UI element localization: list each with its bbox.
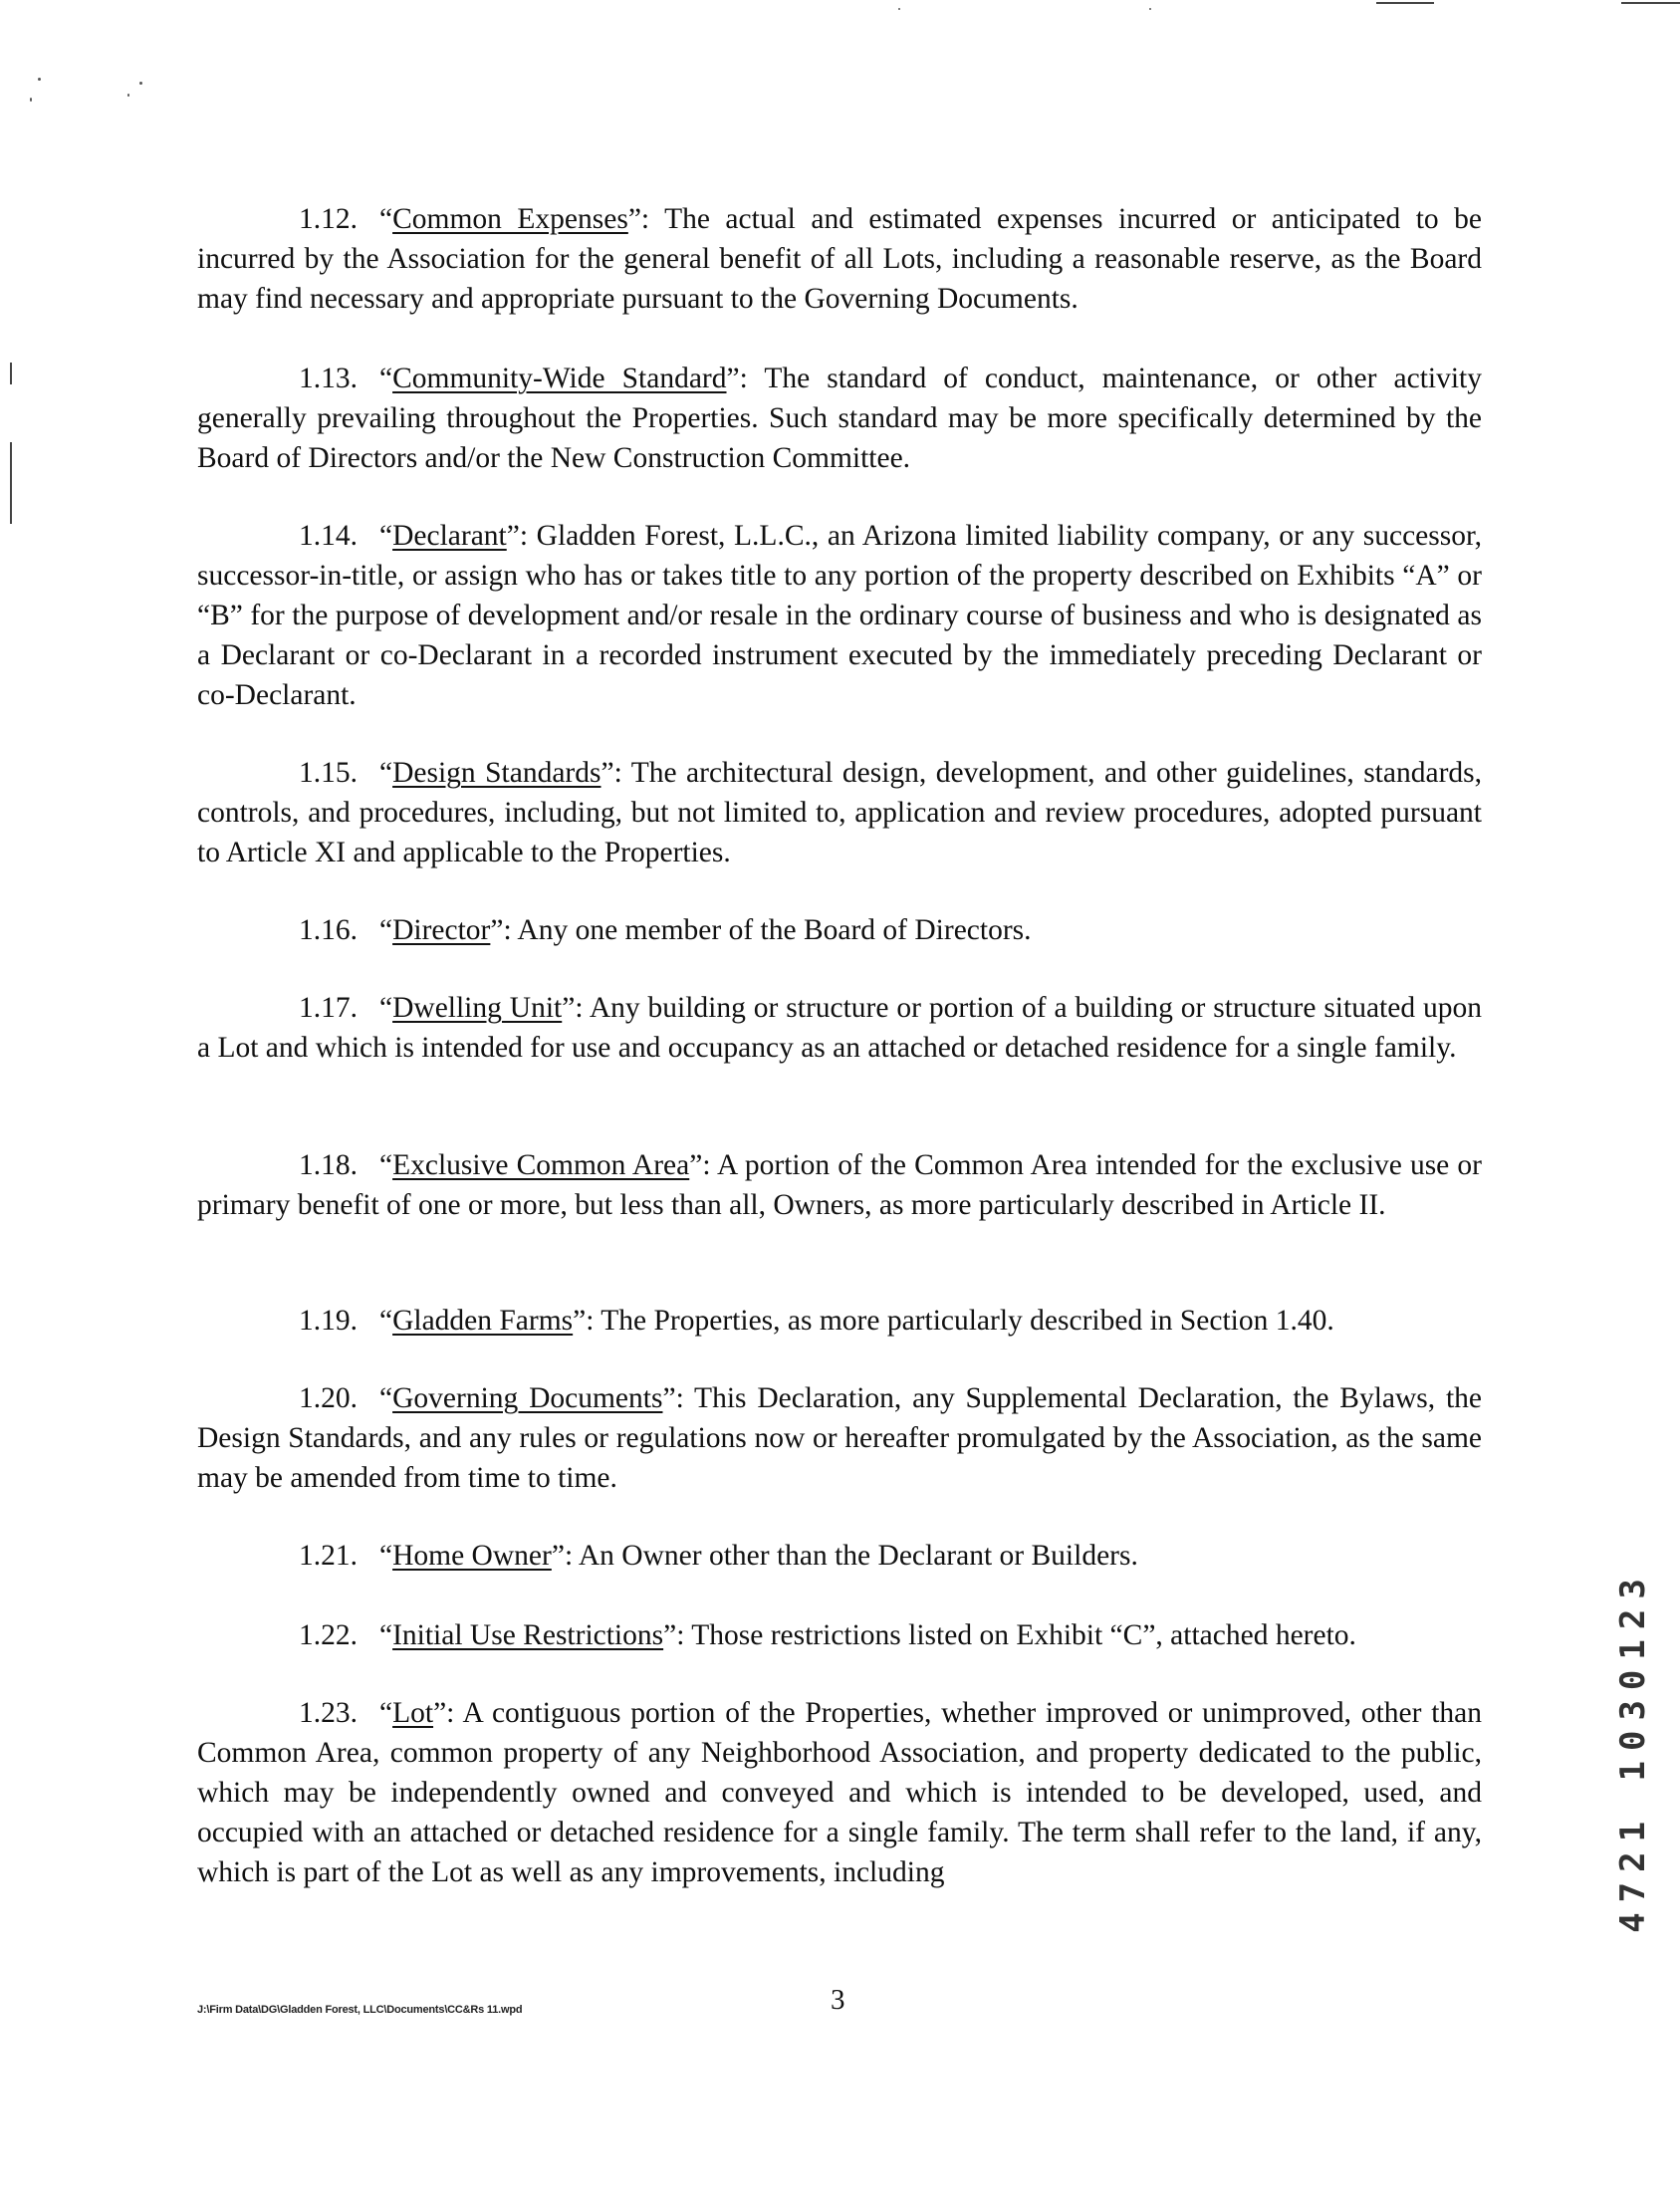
definition-1-21: 1.21. “Home Owner”: An Owner other than the Declarant or Builders.	[299, 1540, 1138, 1572]
section-number: 1.12.	[299, 203, 358, 235]
defined-term: Common Expenses	[392, 203, 628, 235]
revision-bar	[10, 442, 12, 524]
definition-1-23: 1.23. “Lot”: A contiguous portion of the Properties, whether improved or unimproved, other than Common Area, common property of any Neighborhood Association, and property dedicated to the public, which may be independently owned and conveyed and which is intended to be developed, used, and occupied with an attached or detached residence for a single family. The term shall refer to the land, if any, which is part of the Lot as well as any improvements, including	[197, 1697, 1482, 1888]
definition-text: : Any building or structure or portion of a building or structure situated upon a Lot and which is intended for use and occupancy as an attached or detached residence for a single family.	[197, 992, 1482, 1064]
definition-text: : Gladden Forest, L.L.C., an Arizona limited liability company, or any successor, successor-in-title, or assign who has or takes title to any portion of the property described on Exhibits “A” or “B” for the purpose of development and/or resale in the ordinary course of business and who is designated as a Declarant or co-Declarant in a recorded instrument executed by the immediately preceding Declarant or co-Declarant.	[197, 520, 1482, 711]
definition-text: : A portion of the Common Area intended for the exclusive use or primary benefit of one or more, but less than all, Owners, as more particularly described in Article II.	[197, 1149, 1482, 1221]
definition-text: : The Properties, as more particularly described in Section 1.40.	[586, 1305, 1334, 1337]
definition-1-15: 1.15. “Design Standards”: The architectural design, development, and other guidelines, standards, controls, and procedures, including, but not limited to, application and review procedures, adopted pursuant to Article XI and applicable to the Properties.	[197, 757, 1482, 868]
recording-stamp	[1611, 1569, 1655, 1933]
scan-mark-top	[1376, 2, 1434, 4]
scan-speck	[1149, 8, 1151, 10]
section-number: 1.20.	[299, 1382, 358, 1414]
defined-term: Director	[392, 914, 491, 946]
defined-term: Community-Wide Standard	[392, 363, 727, 394]
scan-speck	[898, 8, 900, 10]
definition-text: : A contiguous portion of the Properties, whether improved or unimproved, other than Common Area, common property of any Neighborhood Association, and property dedicated to the public, which may be independently owned and conveyed and which is intended to be developed, used, and occupied with an attached or detached residence for a single family. The term shall refer to the land, if any, which is part of the Lot as well as any improvements, including	[197, 1697, 1482, 1888]
definition-1-16: 1.16. “Director”: Any one member of the Board of Directors.	[299, 914, 1032, 946]
recording-number: 4721 1030123	[1613, 1569, 1654, 1933]
definition-1-12: 1.12. “Common Expenses”: The actual and estimated expenses incurred or anticipated to be incurred by the Association for the general benefit of all Lots, including a reasonable reserve, as the Board may find necessary and appropriate pursuant to the Governing Documents.	[197, 203, 1482, 315]
defined-term: Dwelling Unit	[392, 992, 563, 1024]
section-number: 1.19.	[299, 1305, 358, 1337]
scan-mark-top-right	[1621, 2, 1680, 4]
defined-term: Lot	[392, 1697, 434, 1729]
definition-1-13: 1.13. “Community-Wide Standard”: The standard of conduct, maintenance, or other activity generally prevailing throughout the Properties. Such standard may be more specifically determined by the Board of Directors and/or the New Construction Committee.	[197, 363, 1482, 474]
scan-speck	[127, 94, 129, 97]
defined-term: Design Standards	[392, 757, 601, 789]
defined-term: Exclusive Common Area	[392, 1149, 690, 1181]
defined-term: Declarant	[392, 520, 507, 552]
section-number: 1.21.	[299, 1540, 358, 1572]
definition-1-19: 1.19. “Gladden Farms”: The Properties, as more particularly described in Section 1.40.	[299, 1305, 1334, 1337]
defined-term: Initial Use Restrictions	[392, 1619, 664, 1651]
scan-speck	[38, 78, 41, 81]
scan-speck	[30, 98, 32, 102]
definition-1-18: 1.18. “Exclusive Common Area”: A portion of the Common Area intended for the exclusive use or primary benefit of one or more, but less than all, Owners, as more particularly described in Article II.	[197, 1149, 1482, 1221]
definition-text: : This Declaration, any Supplemental Declaration, the Bylaws, the Design Standards, and any rules or regulations now or hereafter promulgated by the Association, as the same may be amended from time to time.	[197, 1382, 1483, 1494]
section-number: 1.13.	[299, 363, 358, 394]
definition-text: : The standard of conduct, maintenance, or other activity generally prevailing throughout the Properties. Such standard may be more specifically determined by the Board of Directors and/or the New Construction Committee.	[197, 363, 1482, 474]
defined-term: Home Owner	[392, 1540, 552, 1572]
definition-text: : An Owner other than the Declarant or Builders.	[564, 1540, 1138, 1572]
footer-file-path: J:\Firm Data\DG\Gladden Forest, LLC\Documents\CC&Rs 11.wpd	[197, 2004, 523, 2016]
definition-1-20: 1.20. “Governing Documents”: This Declaration, any Supplemental Declaration, the Bylaws, the Design Standards, and any rules or regulations now or hereafter promulgated by the Association, as the same may be amended from time to time.	[197, 1382, 1483, 1494]
section-number: 1.14.	[299, 520, 358, 552]
definition-text: : The architectural design, development, and other guidelines, standards, controls, and procedures, including, but not limited to, application and review procedures, adopted pursuant to Article XI and applicable to the Properties.	[197, 757, 1482, 868]
section-number: 1.17.	[299, 992, 358, 1024]
defined-term: Gladden Farms	[392, 1305, 574, 1337]
section-number: 1.16.	[299, 914, 358, 946]
section-number: 1.18.	[299, 1149, 358, 1181]
definition-1-14: 1.14. “Declarant”: Gladden Forest, L.L.C., an Arizona limited liability company, or any successor, successor-in-title, or assign who has or takes title to any portion of the property described on Exhibits “A” or “B” for the purpose of development and/or resale in the ordinary course of business and who is designated as a Declarant or co-Declarant in a recorded instrument executed by the immediately preceding Declarant or co-Declarant.	[197, 520, 1482, 711]
definition-1-22: 1.22. “Initial Use Restrictions”: Those restrictions listed on Exhibit “C”, attached hereto.	[299, 1619, 1356, 1651]
page-number: 3	[831, 1984, 845, 2016]
section-number: 1.22.	[299, 1619, 358, 1651]
scan-speck	[139, 82, 142, 85]
section-number: 1.15.	[299, 757, 358, 789]
revision-bar	[10, 363, 12, 384]
definition-text: : Those restrictions listed on Exhibit “C”, attached hereto.	[676, 1619, 1356, 1651]
definition-text: : Any one member of the Board of Directors.	[503, 914, 1032, 946]
defined-term: Governing Documents	[392, 1382, 663, 1414]
definition-text: : The actual and estimated expenses incurred or anticipated to be incurred by the Association for the general benefit of all Lots, including a reasonable reserve, as the Board may find necessary and appropriate pursuant to the Governing Documents.	[197, 203, 1482, 315]
section-number: 1.23.	[299, 1697, 358, 1729]
definition-1-17: 1.17. “Dwelling Unit”: Any building or structure or portion of a building or structure situated upon a Lot and which is intended for use and occupancy as an attached or detached residence for a single family.	[197, 992, 1482, 1064]
